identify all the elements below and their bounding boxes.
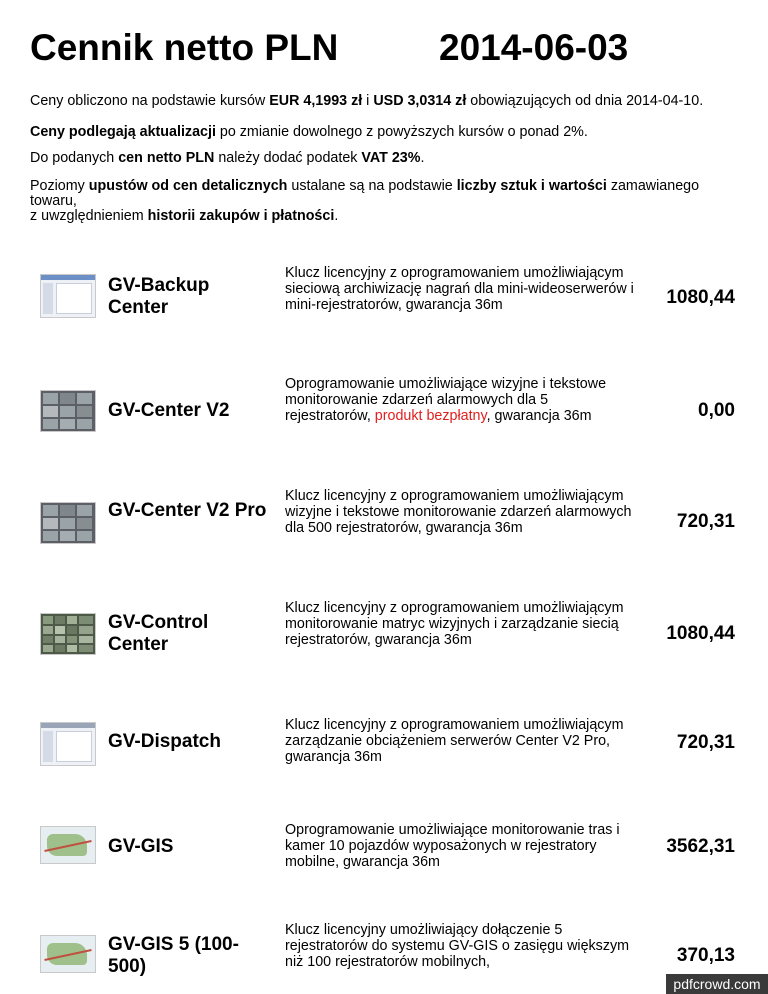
product-description: Oprogramowanie umożliwiające monitorowanie tras i kamer 10 pojazdów wyposażonych w rejestratory mobilne, gwarancja 36m bbox=[285, 822, 620, 870]
product-thumbnail bbox=[40, 722, 96, 766]
eur-rate: EUR 4,1993 zł bbox=[269, 93, 363, 109]
pdfcrowd-watermark[interactable]: pdfcrowd.com bbox=[666, 974, 768, 994]
usd-rate: USD 3,0314 zł bbox=[373, 93, 467, 109]
exchange-rate-note: Ceny obliczono na podstawie kursów EUR 4,1993 zł i USD 3,0314 zł obowiązujących od dnia 2014-04-10. bbox=[30, 93, 704, 109]
product-name: GV-Control Center bbox=[108, 612, 209, 655]
page-header bbox=[30, 26, 750, 72]
product-price: 720,31 bbox=[676, 732, 735, 753]
product-name: GV-Center V2 bbox=[108, 400, 230, 421]
free-product-label: produkt bezpłatny bbox=[374, 408, 487, 424]
page-title: Cennik netto PLN bbox=[30, 27, 339, 68]
product-row bbox=[30, 374, 738, 474]
product-row bbox=[30, 262, 738, 362]
product-description: Oprogramowanie umożliwiające wizyjne i tekstowe monitorowanie zdarzeń alarmowych dla 5 rejestratorów, produkt bezpłatny, gwarancja 36m bbox=[285, 376, 607, 424]
product-name: GV-Backup Center bbox=[108, 275, 210, 318]
product-thumbnail bbox=[40, 826, 96, 864]
product-thumbnail bbox=[40, 274, 96, 318]
product-price: 0,00 bbox=[698, 400, 735, 421]
product-row bbox=[30, 486, 738, 586]
product-description: Klucz licencyjny umożliwiający dołączenie 5 rejestratorów do systemu GV-GIS o zasięgu większym niż 100 rejestratorów mobilnych, bbox=[285, 922, 630, 970]
price-update-note: Ceny podlegają aktualizacji po zmianie dowolnego z powyższych kursów o ponad 2%. bbox=[30, 124, 588, 140]
product-price: 3562,31 bbox=[666, 836, 735, 857]
vat-note: Do podanych cen netto PLN należy dodać podatek VAT 23%. bbox=[30, 150, 425, 166]
product-thumbnail bbox=[40, 390, 96, 432]
product-price: 1080,44 bbox=[666, 623, 735, 644]
product-description: Klucz licencyjny z oprogramowaniem umożliwiającym sieciową archiwizację nagrań dla mini-wideoserwerów i mini-rejestratorów, gwarancja 36m bbox=[285, 265, 634, 313]
product-thumbnail bbox=[40, 935, 96, 973]
product-price: 1080,44 bbox=[666, 287, 735, 308]
product-row bbox=[30, 716, 738, 816]
product-name: GV-Dispatch bbox=[108, 731, 221, 752]
product-name: GV-GIS bbox=[108, 836, 174, 857]
product-description: Klucz licencyjny z oprogramowaniem umożliwiającym monitorowanie matryc wizyjnych i zarządzanie siecią rejestratorów, gwarancja 36m bbox=[285, 600, 624, 648]
product-row bbox=[30, 598, 738, 698]
product-price: 720,31 bbox=[676, 511, 735, 532]
product-thumbnail bbox=[40, 502, 96, 544]
product-name: GV-Center V2 Pro bbox=[108, 500, 267, 521]
price-list-date: 2014-06-03 bbox=[439, 27, 629, 68]
product-row bbox=[30, 822, 738, 922]
product-name: GV-GIS 5 (100-500) bbox=[108, 934, 239, 977]
product-row bbox=[30, 922, 738, 994]
product-description: Klucz licencyjny z oprogramowaniem umożliwiającym zarządzanie obciążeniem serwerów Center V2 Pro, gwarancja 36m bbox=[285, 717, 624, 765]
discount-note: Poziomy upustów od cen detalicznych ustalane są na podstawie liczby sztuk i wartości zamawianego towaru, z uwzględnieniem historii zakupów i płatności. bbox=[30, 178, 700, 224]
product-thumbnail bbox=[40, 613, 96, 655]
product-price: 370,13 bbox=[676, 945, 735, 966]
product-description: Klucz licencyjny z oprogramowaniem umożliwiającym wizyjne i tekstowe monitorowanie zdarzeń alarmowych dla 500 rejestratorów, gwarancja 36m bbox=[285, 488, 632, 536]
